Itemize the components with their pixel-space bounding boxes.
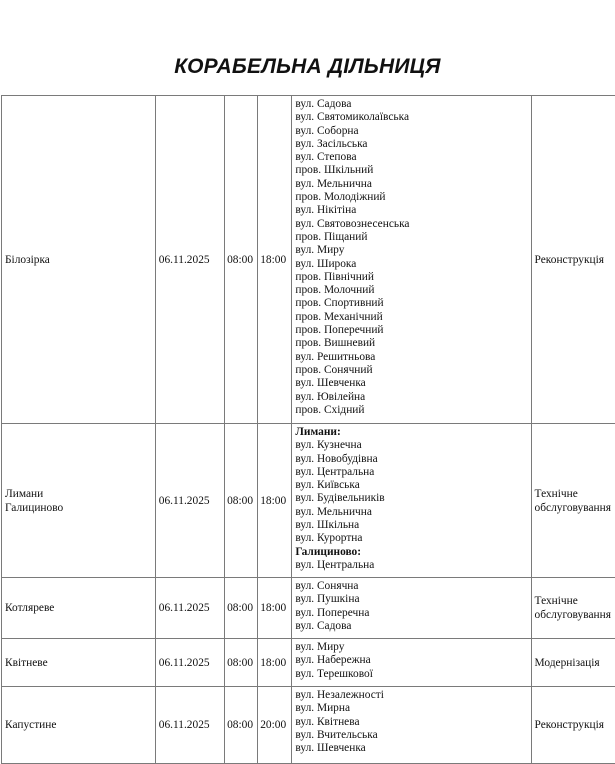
street-item: пров. Молочний bbox=[295, 284, 527, 297]
street-item: вул. Нікітіна bbox=[295, 204, 527, 217]
date-cell: 06.11.2025 bbox=[155, 578, 224, 639]
end-time-cell: 18:00 bbox=[258, 96, 292, 424]
street-item: вул. Новобудівна bbox=[295, 453, 527, 466]
outage-schedule-table bbox=[1, 95, 615, 764]
work-type-label: Технічне bbox=[535, 594, 612, 608]
end-time-cell: 18:00 bbox=[258, 424, 292, 578]
date-cell: 06.11.2025 bbox=[155, 639, 224, 687]
end-time-cell: 18:00 bbox=[258, 639, 292, 687]
settlement-cell bbox=[2, 687, 156, 764]
work-type-label: обслуговування bbox=[535, 608, 612, 622]
street-item: вул. Степова bbox=[295, 151, 527, 164]
street-item: вул. Садова bbox=[295, 620, 527, 633]
street-item: вул. Будівельників bbox=[295, 492, 527, 505]
street-item: вул. Миру bbox=[295, 244, 527, 257]
work-type-label: Реконструкція bbox=[535, 253, 612, 267]
settlement-cell bbox=[2, 96, 156, 424]
street-item: вул. Квітнева bbox=[295, 716, 527, 729]
street-item: вул. Шкільна bbox=[295, 519, 527, 532]
street-item: пров. Спортивний bbox=[295, 297, 527, 310]
street-group-heading: Галициново: bbox=[295, 546, 527, 559]
settlement-cell bbox=[2, 578, 156, 639]
street-item: вул. Ювілейна bbox=[295, 391, 527, 404]
street-item: пров. Північний bbox=[295, 271, 527, 284]
settlement-name: Котляреве bbox=[5, 601, 152, 615]
street-item: пров. Механічний bbox=[295, 311, 527, 324]
street-item: вул. Незалежності bbox=[295, 689, 527, 702]
start-time-cell: 08:00 bbox=[225, 687, 258, 764]
work-type-label: Модернізація bbox=[535, 656, 612, 670]
street-item: вул. Київська bbox=[295, 479, 527, 492]
street-item: вул. Курортна bbox=[295, 532, 527, 545]
date-cell: 06.11.2025 bbox=[155, 424, 224, 578]
work-type-label: Реконструкція bbox=[535, 718, 612, 732]
street-item: вул. Соборна bbox=[295, 125, 527, 138]
street-item: вул. Миру bbox=[295, 641, 527, 654]
street-item: вул. Вчительська bbox=[295, 729, 527, 742]
street-item: вул. Терешкової bbox=[295, 668, 527, 681]
streets-cell bbox=[292, 639, 531, 687]
date-cell: 06.11.2025 bbox=[155, 687, 224, 764]
street-item: вул. Решитньова bbox=[295, 351, 527, 364]
street-item: вул. Поперечна bbox=[295, 607, 527, 620]
date-cell: 06.11.2025 bbox=[155, 96, 224, 424]
street-item: вул. Набережна bbox=[295, 654, 527, 667]
street-item: пров. Вишневий bbox=[295, 337, 527, 350]
street-item: пров. Піщаний bbox=[295, 231, 527, 244]
street-item: вул. Центральна bbox=[295, 466, 527, 479]
street-item: вул. Широка bbox=[295, 258, 527, 271]
street-group-heading: Лимани: bbox=[295, 426, 527, 439]
street-item: пров. Шкільний bbox=[295, 164, 527, 177]
work-type-label: Технічне bbox=[535, 487, 612, 501]
street-item: вул. Святомиколаївська bbox=[295, 111, 527, 124]
street-item: пров. Молодіжний bbox=[295, 191, 527, 204]
table-row bbox=[2, 578, 615, 639]
work-type-cell bbox=[531, 578, 615, 639]
street-item: вул. Засільська bbox=[295, 138, 527, 151]
street-item: вул. Святовознесенська bbox=[295, 218, 527, 231]
settlement-name: Лимани bbox=[5, 487, 152, 501]
settlement-cell bbox=[2, 639, 156, 687]
street-item: пров. Сонячний bbox=[295, 364, 527, 377]
start-time-cell: 08:00 bbox=[225, 578, 258, 639]
street-item: вул. Шевченка bbox=[295, 742, 527, 755]
work-type-label: обслуговування bbox=[535, 501, 612, 515]
table-row bbox=[2, 687, 615, 764]
work-type-cell bbox=[531, 639, 615, 687]
table-row bbox=[2, 639, 615, 687]
streets-cell bbox=[292, 687, 531, 764]
street-item: пров. Східний bbox=[295, 404, 527, 417]
street-item: пров. Поперечний bbox=[295, 324, 527, 337]
street-item: вул. Сонячна bbox=[295, 580, 527, 593]
work-type-cell bbox=[531, 424, 615, 578]
start-time-cell: 08:00 bbox=[225, 424, 258, 578]
page-title: КОРАБЕЛЬНА ДІЛЬНИЦЯ bbox=[0, 52, 615, 82]
street-item: вул. Кузнечна bbox=[295, 439, 527, 452]
start-time-cell: 08:00 bbox=[225, 639, 258, 687]
streets-cell bbox=[292, 96, 531, 424]
table-row bbox=[2, 424, 615, 578]
street-item: вул. Садова bbox=[295, 98, 527, 111]
settlement-cell bbox=[2, 424, 156, 578]
street-item: вул. Пушкіна bbox=[295, 593, 527, 606]
table-row bbox=[2, 96, 615, 424]
streets-cell bbox=[292, 424, 531, 578]
end-time-cell: 20:00 bbox=[258, 687, 292, 764]
street-item: вул. Центральна bbox=[295, 559, 527, 572]
street-item: вул. Мельнична bbox=[295, 178, 527, 191]
settlement-name: Галициново bbox=[5, 501, 152, 515]
work-type-cell bbox=[531, 96, 615, 424]
street-item: вул. Шевченка bbox=[295, 377, 527, 390]
settlement-name: Квітневе bbox=[5, 656, 152, 670]
start-time-cell: 08:00 bbox=[225, 96, 258, 424]
settlement-name: Капустине bbox=[5, 718, 152, 732]
work-type-cell bbox=[531, 687, 615, 764]
end-time-cell: 18:00 bbox=[258, 578, 292, 639]
streets-cell bbox=[292, 578, 531, 639]
street-item: вул. Мельнична bbox=[295, 506, 527, 519]
settlement-name: Білозірка bbox=[5, 253, 152, 267]
street-item: вул. Мирна bbox=[295, 702, 527, 715]
